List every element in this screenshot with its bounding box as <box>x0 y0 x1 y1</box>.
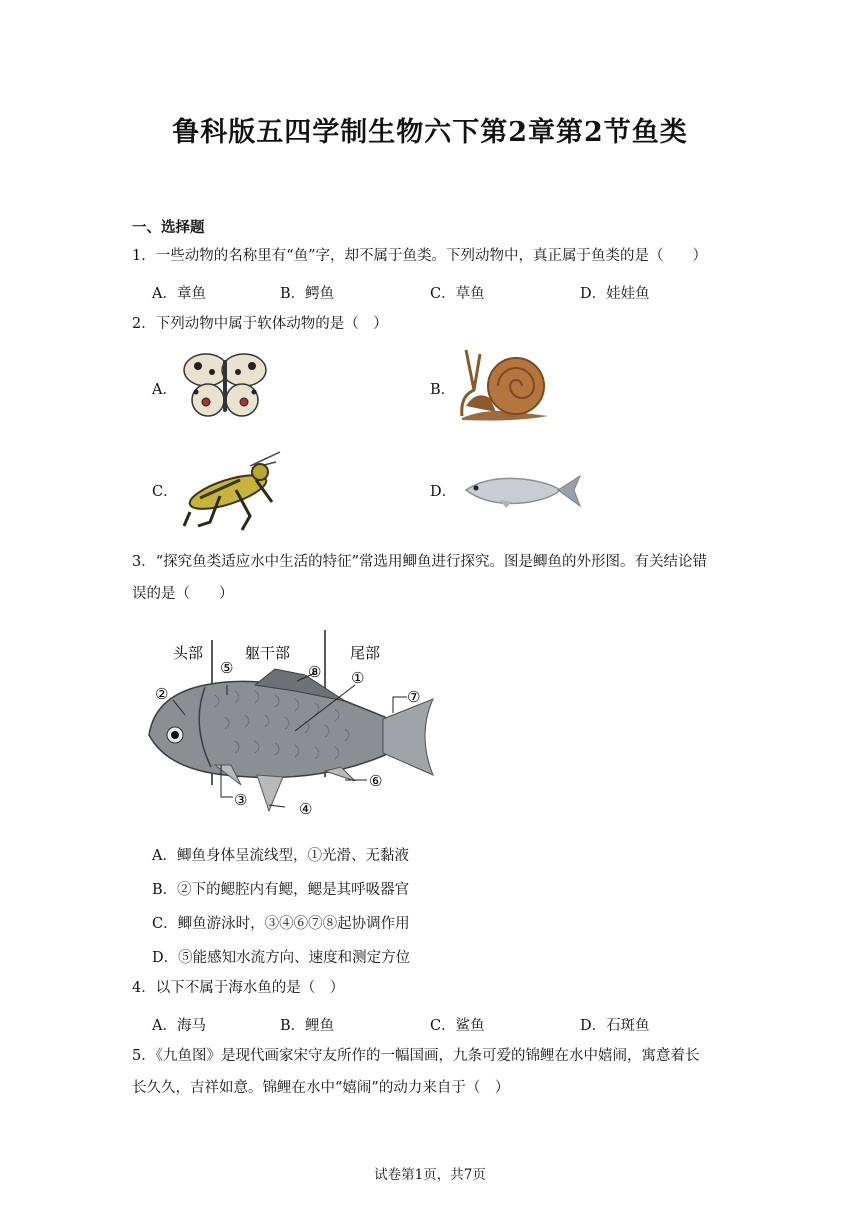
question-5-stem-line1: 5．《九鱼图》是现代画家宋守友所作的一幅国画，九条可爱的锦鲤在水中嬉闹，寓意着长 <box>132 1048 700 1064</box>
q4-option-c[interactable]: C．鲨鱼 <box>430 1018 485 1034</box>
q3-option-c[interactable]: C．鲫鱼游泳时，③④⑥⑦⑧起协调作用 <box>152 916 410 932</box>
diagram-marker-5: ⑤ <box>220 659 234 677</box>
carp-diagram <box>145 625 445 825</box>
diagram-label-tail: 尾部 <box>350 644 381 662</box>
q3-option-d[interactable]: D．⑤能感知水流方向、速度和测定方位 <box>152 950 411 966</box>
page-footer: 试卷第1页，共7页 <box>374 1167 486 1183</box>
section-heading: 一、选择题 <box>132 219 205 236</box>
q1-option-b[interactable]: B．鳄鱼 <box>280 286 335 302</box>
diagram-marker-4: ④ <box>299 800 313 818</box>
q4-option-d[interactable]: D．石斑鱼 <box>580 1018 650 1034</box>
diagram-label-head: 头部 <box>173 644 204 662</box>
q2-option-b[interactable]: B． <box>430 382 456 398</box>
question-3-stem-line1: 3．“探究鱼类适应水中生活的特征”常选用鲫鱼进行探究。图是鲫鱼的外形图。有关结论错 <box>132 554 708 570</box>
fish-icon <box>460 472 582 510</box>
q3-option-b[interactable]: B．②下的鳃腔内有鳃，鳃是其呼吸器官 <box>152 882 410 898</box>
diagram-marker-1: ① <box>351 669 365 687</box>
q4-option-a[interactable]: A．海马 <box>152 1018 206 1034</box>
diagram-label-trunk: 躯干部 <box>245 644 291 662</box>
q4-option-b[interactable]: B．鲤鱼 <box>280 1018 335 1034</box>
page-title: 鲁科版五四学制生物六下第2章第2节鱼类 <box>172 117 688 148</box>
diagram-marker-8: ⑧ <box>308 663 322 681</box>
grasshopper-icon <box>180 446 284 532</box>
snail-icon <box>456 346 552 422</box>
q2-option-d[interactable]: D． <box>430 484 457 500</box>
q2-option-c[interactable]: C． <box>152 484 178 500</box>
question-1-stem: 1．一些动物的名称里有“鱼”字，却不属于鱼类。下列动物中，真正属于鱼类的是（ ） <box>132 248 708 264</box>
q1-option-d[interactable]: D．娃娃鱼 <box>580 286 650 302</box>
q2-option-a[interactable]: A． <box>152 382 177 398</box>
diagram-marker-7: ⑦ <box>407 688 421 706</box>
diagram-marker-2: ② <box>155 685 169 703</box>
q3-option-a[interactable]: A．鲫鱼身体呈流线型，①光滑、无黏液 <box>152 848 409 864</box>
q1-option-a[interactable]: A．章鱼 <box>152 286 206 302</box>
question-4-stem: 4．以下不属于海水鱼的是（ ） <box>132 980 345 996</box>
q1-option-c[interactable]: C．草鱼 <box>430 286 485 302</box>
question-3-stem-line2: 误的是（ ） <box>132 586 234 602</box>
diagram-marker-3: ③ <box>234 791 248 809</box>
question-5-stem-line2: 长久久，吉祥如意。锦鲤在水中“嬉闹”的动力来自于（ ） <box>132 1080 510 1096</box>
butterfly-icon <box>182 352 268 420</box>
diagram-marker-6: ⑥ <box>369 772 383 790</box>
question-2-stem: 2．下列动物中属于软体动物的是（ ） <box>132 316 388 332</box>
